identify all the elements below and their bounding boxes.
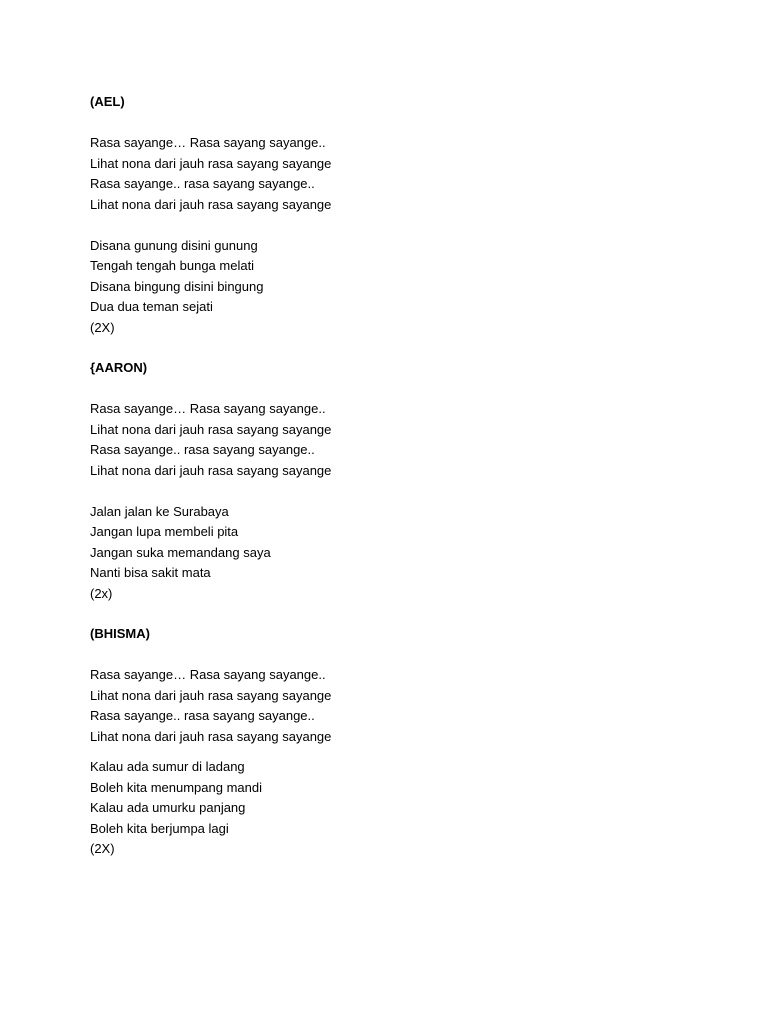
blank-line [90,379,690,400]
blank-line [90,645,690,666]
chorus-line: Lihat nona dari jauh rasa sayang sayange [90,196,332,212]
verse-line: Kalau ada umurku panjang [90,800,246,815]
verse-line: Tengah tengah bunga melati [90,258,255,273]
repeat-marker: (2X) [90,841,115,856]
blank-line [90,215,690,236]
verse-line: Dua dua teman sejati [90,299,213,314]
verse-line: Nanti bisa sakit mata [90,565,211,580]
verse-line: Disana bingung disini bingung [90,278,264,294]
section-heading: (BHISMA) [90,626,150,641]
verse-line: Jangan lupa membeli pita [90,524,239,539]
chorus-line: Rasa sayange… Rasa sayang sayange.. [90,401,326,416]
chorus-line: Rasa sayange.. rasa sayang sayange.. [90,176,315,191]
verse-line: Jalan jalan ke Surabaya [90,503,229,519]
verse-line: Boleh kita menumpang mandi [90,779,262,795]
repeat-marker: (2x) [90,585,113,601]
blank-line [90,747,690,757]
blank-line [90,113,690,134]
lyrics-section-aaron [90,358,690,604]
verse-line: Jangan suka memandang saya [90,544,271,560]
verse-line: Disana gunung disini gunung [90,237,258,253]
chorus-line: Lihat nona dari jauh rasa sayang sayange [90,462,332,478]
chorus-line: Lihat nona dari jauh rasa sayang sayange [90,421,332,437]
chorus-line: Lihat nona dari jauh rasa sayang sayange [90,728,332,744]
chorus-line: Lihat nona dari jauh rasa sayang sayange [90,687,332,703]
chorus-line: Rasa sayange.. rasa sayang sayange.. [90,708,315,723]
chorus-line: Lihat nona dari jauh rasa sayang sayange [90,155,332,171]
blank-line [90,481,690,502]
lyrics-section-ael [90,92,690,338]
verse-line: Boleh kita berjumpa lagi [90,820,229,836]
section-heading: (AEL) [90,94,125,109]
chorus-line: Rasa sayange… Rasa sayang sayange.. [90,135,326,150]
chorus-line: Rasa sayange.. rasa sayang sayange.. [90,442,315,457]
repeat-marker: (2X) [90,319,115,335]
verse-line: Kalau ada sumur di ladang [90,759,245,774]
lyrics-section-bhisma [90,624,690,860]
section-heading: {AARON) [90,360,148,375]
chorus-line: Rasa sayange… Rasa sayang sayange.. [90,667,326,682]
